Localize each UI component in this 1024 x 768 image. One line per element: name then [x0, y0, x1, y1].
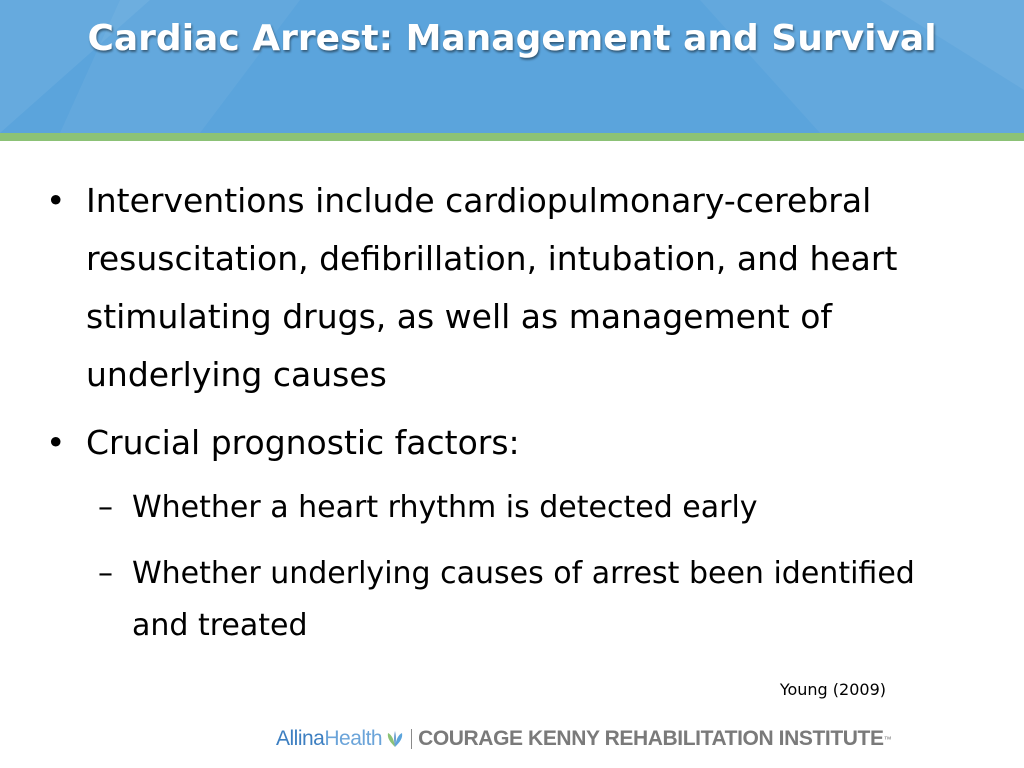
allina-text: Allina [276, 727, 325, 750]
title-underline [0, 133, 1024, 141]
sub-bullet-item [98, 482, 942, 534]
allina-health-wordmark [276, 727, 382, 751]
sub-bullet-text: Whether a heart rhythm is detected early [132, 490, 758, 525]
bullet-item [46, 172, 936, 404]
bullet-item [46, 414, 936, 472]
trademark-symbol: ™ [883, 734, 892, 744]
footer-logo [276, 724, 892, 754]
slide-body [0, 172, 1024, 666]
health-text: Health [324, 727, 383, 750]
footer-divider [411, 729, 412, 749]
slide-title: Cardiac Arrest: Management and Survival [87, 18, 937, 59]
bullet-marker: • [46, 423, 66, 462]
sub-bullet-text: Whether underlying causes of arrest been identified and treated [132, 556, 915, 643]
courage-kenny-wordmark: COURAGE KENNY REHABILITATION INSTITUTE [418, 727, 884, 750]
title-banner [0, 0, 1024, 133]
allina-leaf-icon [385, 730, 405, 748]
bullet-text: Crucial prognostic factors: [86, 423, 520, 462]
citation: Young (2009) [779, 680, 886, 699]
sub-bullet-marker: – [98, 556, 113, 591]
sub-bullet-item [98, 548, 942, 652]
bullet-marker: • [46, 181, 66, 220]
bullet-text: Interventions include cardiopulmonary-cerebral resuscitation, defibrillation, intubation, and heart stimulating drugs, as well as management of underlying causes [86, 181, 898, 394]
sub-bullet-marker: – [98, 490, 113, 525]
